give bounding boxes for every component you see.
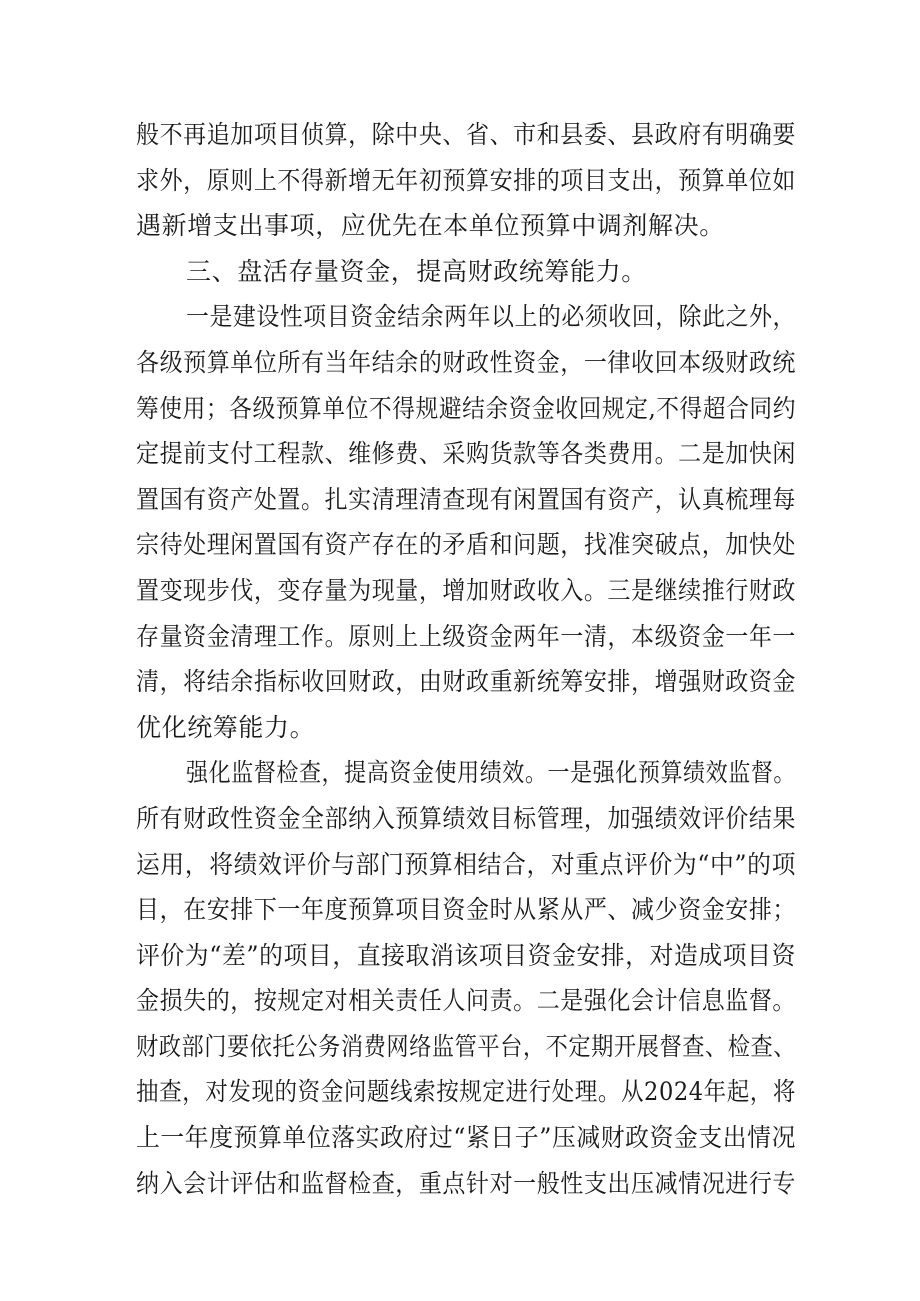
text-line: 清，将结余指标收回财政，由财政重新统筹安排，增强财政资金 xyxy=(136,667,796,697)
text-line: 金损失的，按规定对相关责任人问责。二是强化会计信息监督。 xyxy=(136,986,796,1016)
text-line: 定提前支付工程款、维修费、采购货款等各类费用。二是加快闲 xyxy=(136,439,796,469)
text-line: 求外，原则上不得新增无年初预算安排的项目支出，预算单位如 xyxy=(136,165,796,195)
text-line: 置国有资产处置。扎实清理清查现有闲置国有资产，认真梳理每 xyxy=(136,484,796,514)
text-line: 般不再追加项目侦算，除中央、省、市和县委、县政府有明确要 xyxy=(136,120,796,149)
text-line: 三、盘活存量资金，提高财政统筹能力。 xyxy=(186,256,647,286)
text-line: 存量资金清理工作。原则上上级资金两年一清，本级资金一年一 xyxy=(136,621,796,651)
text-line: 筹使用；各级预算单位不得规避结余资金收回规定,不得超合同约 xyxy=(136,393,796,423)
text-line: 置变现步伐，变存量为现量，增加财政收入。三是继续推行财政 xyxy=(136,575,796,605)
text-line: 目，在安排下一年度预算项目资金时从紧从严、减少资金安排； xyxy=(136,895,796,925)
text-line: 优化统筹能力。 xyxy=(136,712,316,742)
text-line: 各级预算单位所有当年结余的财政性资金，一律收回本级财政统 xyxy=(136,347,796,377)
text-line: 遇新增支出事项，应优先在本单位预算中调剂解决。 xyxy=(136,211,725,241)
text-line: 强化监督检查，提高资金使用绩效。一是强化预算绩效监督。 xyxy=(186,758,796,788)
text-line: 上一年度预算单位落实政府过“紧日子”压减财政资金支出情况 xyxy=(136,1123,796,1153)
text-line: 运用，将绩效评价与部门预算相结合，对重点评价为“中”的项 xyxy=(136,849,796,879)
text-line: 财政部门要依托公务消费网络监管平台，不定期开展督查、检查、 xyxy=(136,1031,796,1061)
text-line: 一是建设性项目资金结余两年以上的必须收回，除此之外， xyxy=(186,302,796,332)
text-line: 宗待处理闲置国有资产存在的矛盾和问题，找准突破点，加快处 xyxy=(136,530,796,560)
text-line: 纳入会计评估和监督检查，重点针对一般性支出压减情况进行专 xyxy=(136,1168,796,1198)
text-line: 抽查，对发现的资金问题线索按规定进行处理。从2024年起，将 xyxy=(136,1077,796,1107)
text-line: 所有财政性资金全部纳入预算绩效目标管理，加强绩效评价结果 xyxy=(136,803,796,833)
body-text xyxy=(136,112,796,1206)
text-line: 评价为“差”的项目，直接取消该项目资金安排，对造成项目资 xyxy=(136,940,796,970)
